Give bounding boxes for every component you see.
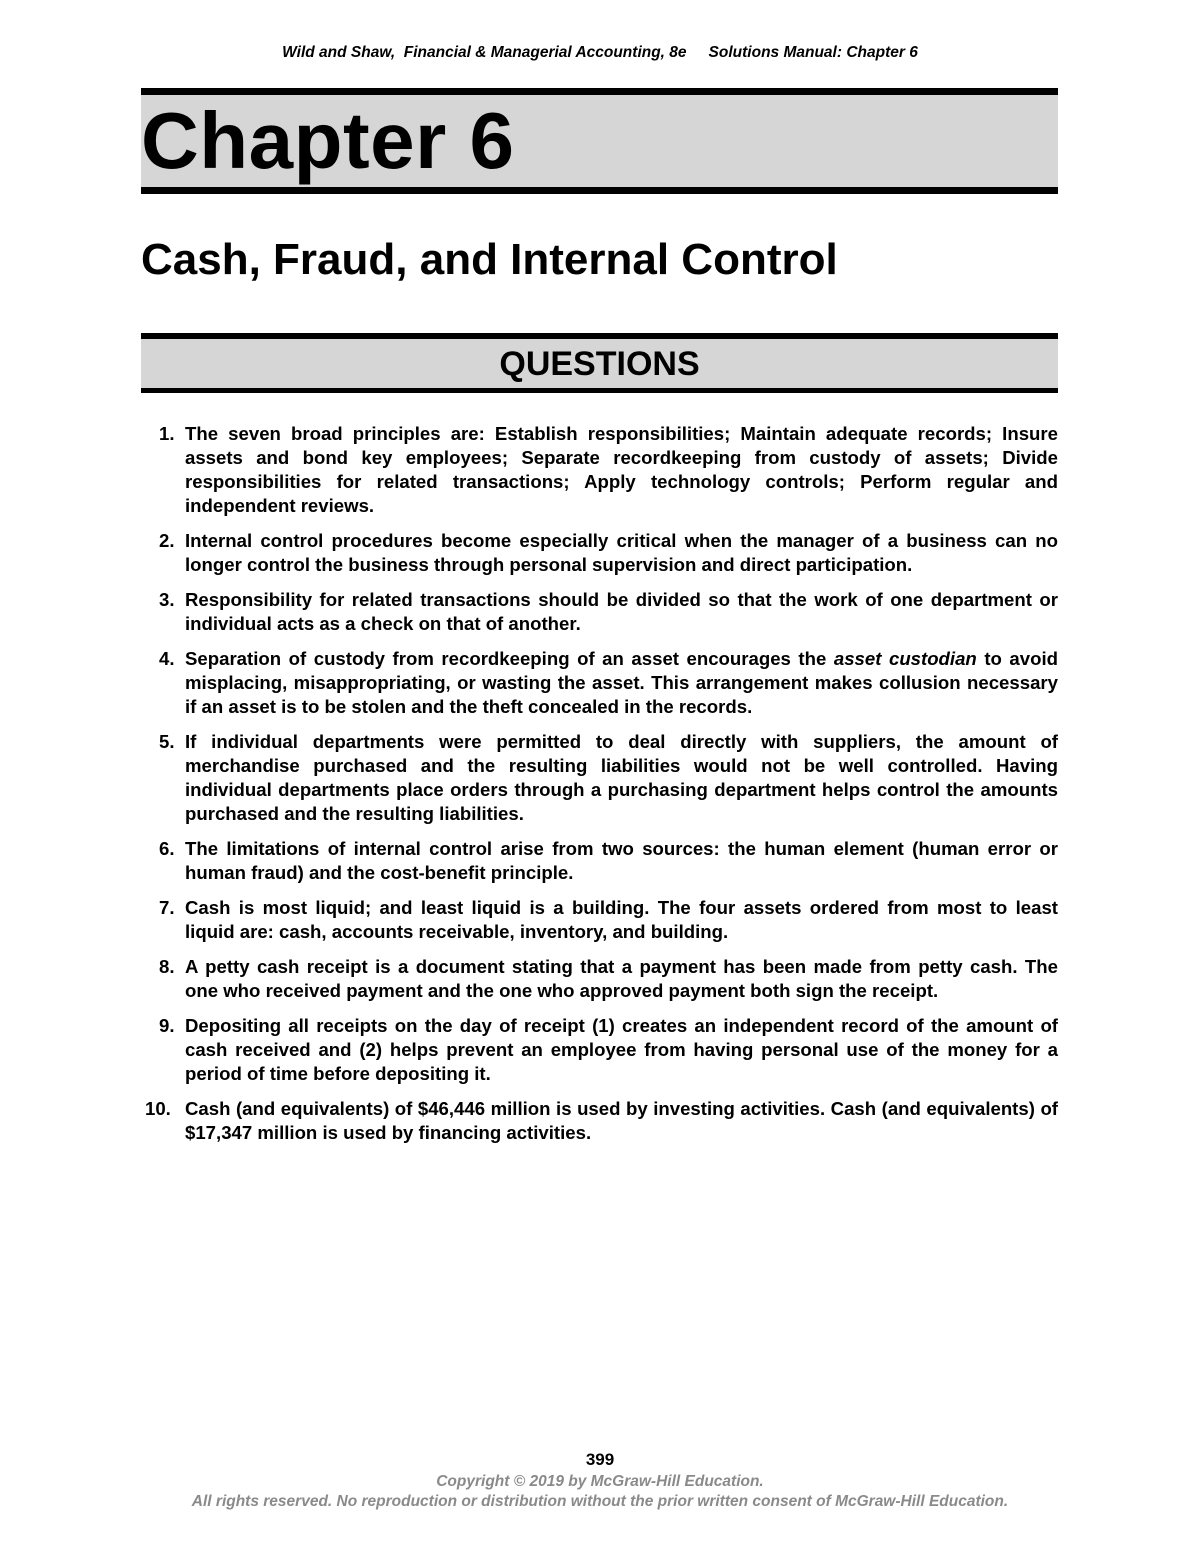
- question-answer: A petty cash receipt is a document stating that a payment has been made from petty cash. The one who received payment and the one who approved payment both sign the receipt.: [185, 956, 1058, 1001]
- question-number: 8.: [159, 956, 175, 977]
- question-answer: Cash is most liquid; and least liquid is a building. The four assets ordered from most to least liquid are: cash, accounts receivable, inventory, and building.: [185, 897, 1058, 942]
- question-number: 2.: [159, 530, 175, 551]
- list-item: [141, 837, 1058, 885]
- list-item: [141, 422, 1058, 518]
- page-number: 399: [585, 1450, 615, 1469]
- answer-text-before: Separation of custody from recordkeeping of an asset encourages the: [185, 648, 834, 669]
- chapter-banner: [141, 88, 1058, 194]
- question-answer: Cash (and equivalents) of $46,446 million is used by investing activities. Cash (and equivalents) of $17,347 million is used by financing activities.: [185, 1098, 1058, 1143]
- list-item: [141, 896, 1058, 944]
- question-number: 4.: [159, 648, 175, 669]
- list-item: [141, 730, 1058, 826]
- chapter-title: Chapter 6: [141, 96, 515, 185]
- question-answer: Internal control procedures become especially critical when the manager of a business can no longer control the business through personal supervision and direct participation.: [185, 530, 1058, 575]
- rights-line: All rights reserved. No reproduction or distribution without the prior written consent of McGraw-Hill Education.: [191, 1493, 1009, 1510]
- answer-text-after: to avoid misplacing, misappropriating, or wasting the asset. This arrangement makes collusion necessary if an asset is to be stolen and the theft concealed in the records.: [185, 648, 1058, 717]
- question-number: 10.: [145, 1098, 171, 1119]
- question-answer: The seven broad principles are: Establish responsibilities; Maintain adequate records; Insure assets and bond key employees; Separate recordkeeping from custody of assets; Divide responsibilities for related transactions; Apply technology controls; Perform regular and independent reviews.: [185, 423, 1058, 516]
- questions-banner: [141, 333, 1058, 393]
- copyright-notice: [0, 1472, 1200, 1512]
- section-title: QUESTIONS: [499, 344, 700, 383]
- question-number: 5.: [159, 731, 175, 752]
- question-answer: If individual departments were permitted to deal directly with suppliers, the amount of merchandise purchased and the resulting liabilities would not be well controlled. Having individual departments place orders through a purchasing department helps control the amounts purchased and the resulting liabilities.: [185, 731, 1058, 824]
- header-book-title: Wild and Shaw, Financial & Managerial Accounting, 8e: [282, 44, 687, 61]
- question-answer: Depositing all receipts on the day of receipt (1) creates an independent record of the amount of cash received and (2) helps prevent an employee from having personal use of the money for a period of time before depositing it.: [185, 1015, 1058, 1084]
- question-number: 9.: [159, 1015, 175, 1036]
- question-number: 7.: [159, 897, 175, 918]
- question-answer: [185, 647, 1058, 719]
- chapter-subtitle: Cash, Fraud, and Internal Control: [141, 235, 838, 284]
- question-number: 6.: [159, 838, 175, 859]
- list-item: [141, 955, 1058, 1003]
- copyright-line: Copyright © 2019 by McGraw-Hill Education.: [436, 1473, 764, 1490]
- list-item: [141, 647, 1058, 719]
- list-item: [141, 1014, 1058, 1086]
- list-item: [141, 529, 1058, 577]
- answer-emphasis: asset custodian: [833, 648, 977, 669]
- header-manual-title: Solutions Manual: Chapter 6: [708, 44, 918, 61]
- question-number: 3.: [159, 589, 175, 610]
- question-number: 1.: [159, 423, 175, 444]
- list-item: [141, 588, 1058, 636]
- running-header: [0, 44, 1200, 62]
- question-answer: The limitations of internal control arise from two sources: the human element (human error or human fraud) and the cost-benefit principle.: [185, 838, 1058, 883]
- list-item: [141, 1097, 1058, 1145]
- question-answer: Responsibility for related transactions should be divided so that the work of one department or individual acts as a check on that of another.: [185, 589, 1058, 634]
- question-list: [141, 422, 1058, 1156]
